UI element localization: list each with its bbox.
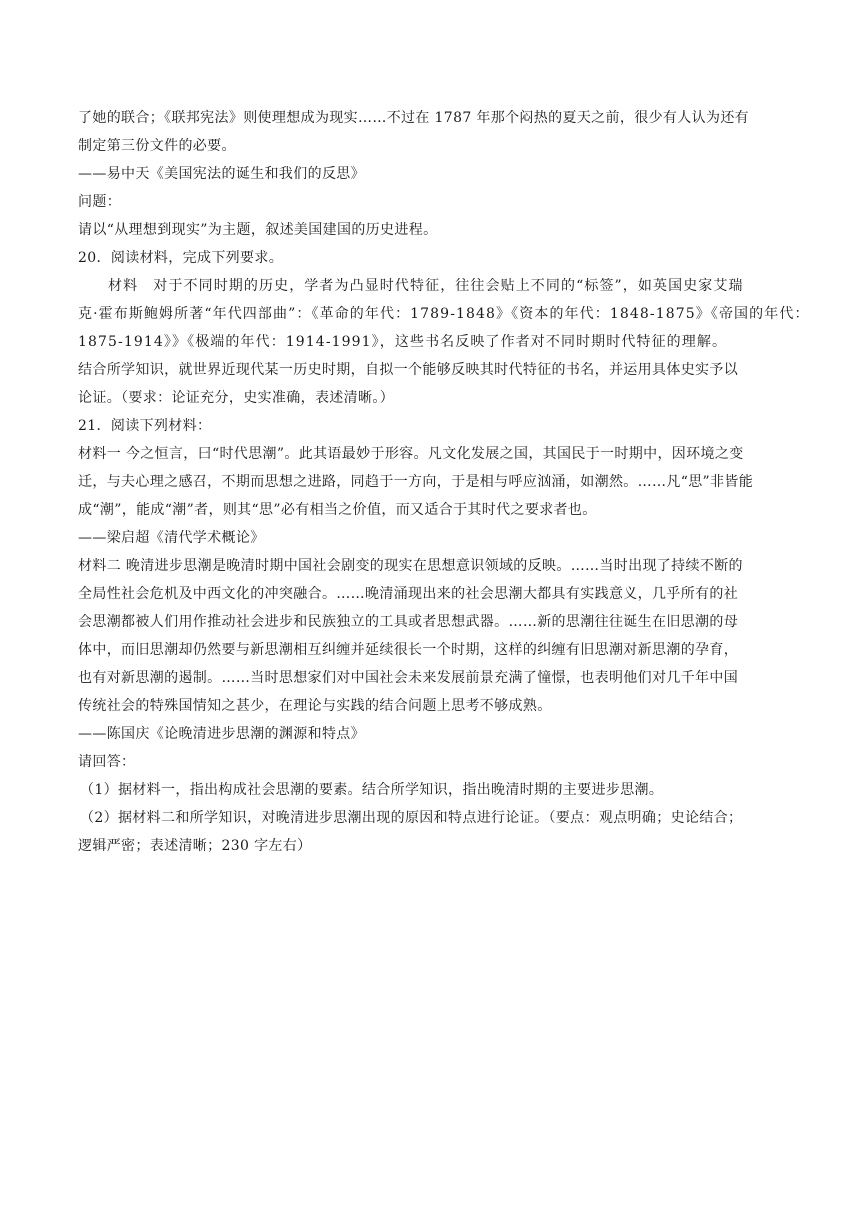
- q21-answer-prompt: 请回答：: [78, 754, 136, 770]
- q21-material1-source: ——梁启超《清代学术概论》: [78, 530, 265, 546]
- q21-heading: 21．阅读下列材料：: [78, 418, 212, 434]
- document-page: [78, 104, 810, 860]
- q21-material1-line-2: 迁，与夫心理之感召，不期而思想之进路，同趋于一方向，于是相与呼应汹涌，如潮然。……凡“思”非皆能: [78, 474, 754, 490]
- q19-question: 请以“从理想到现实”为主题，叙述美国建国的历史进程。: [78, 222, 438, 238]
- q21-material1-line-1: 材料一 今之恒言，曰“时代思潮”。此其语最妙于形容。凡文化发展之国，其国民于一时期中，因环境之变: [78, 446, 744, 462]
- q20-material-line-2: 克·霍布斯鲍姆所著“年代四部曲”：《革命的年代：1789-1848》《资本的年代：1848-1875》《帝国的年代：: [78, 306, 810, 322]
- q21-material2-source: ——陈国庆《论晚清进步思潮的渊源和特点》: [78, 726, 365, 742]
- q21-material2-line-3: 会思潮都被人们用作推动社会进步和民族独立的工具或者思想武器。……新的思潮往往诞生在旧思潮的母: [78, 614, 739, 630]
- q21-subquestion-2-line-1: （2）据材料二和所学知识，对晚清进步思潮出现的原因和特点进行论证。（要点：观点明确；史论结合；: [80, 810, 743, 826]
- q20-material-line-1: 材料 对于不同时期的历史，学者为凸显时代特征，往往会贴上不同的“标签”，如英国史家艾瑞: [108, 278, 744, 294]
- q21-material2-line-4: 体中，而旧思潮却仍然要与新思潮相互纠缠并延续很长一个时期，这样的纠缠有旧思潮对新思潮的孕育，: [78, 642, 739, 658]
- q20-heading: 20．阅读材料，完成下列要求。: [78, 250, 284, 266]
- q21-material2-line-6: 传统社会的特殊国情知之甚少，在理论与实践的结合问题上思考不够成熟。: [78, 698, 552, 714]
- q21-material1-line-3: 成“潮”，能成“潮”者，则其“思”必有相当之价值，而又适合于其时代之要求者也。: [78, 502, 597, 518]
- q20-task-line-1: 结合所学知识，就世界近现代某一历史时期，自拟一个能够反映其时代特征的书名，并运用具体史实予以: [78, 362, 739, 378]
- q19-paragraph-line-1: 了她的联合；《联邦宪法》则使理想成为现实……不过在 1787 年那个闷热的夏天之前，很少有人认为还有: [78, 110, 750, 126]
- q19-source: ——易中天《美国宪法的诞生和我们的反思》: [78, 166, 365, 182]
- q19-question-label: 问题：: [78, 194, 122, 210]
- q19-paragraph-line-2: 制定第三份文件的必要。: [78, 138, 236, 154]
- q21-subquestion-1: （1）据材料一，指出构成社会思潮的要素。结合所学知识，指出晚清时期的主要进步思潮。: [80, 782, 664, 798]
- q20-task-line-2: 论证。（要求：论证充分，史实准确，表述清晰。）: [78, 390, 395, 406]
- q21-subquestion-2-line-2: 逻辑严密；表述清晰；230 字左右）: [78, 838, 312, 854]
- q21-material2-line-2: 全局性社会危机及中西文化的冲突融合。……晚清涌现出来的社会思潮大都具有实践意义，几乎所有的社: [78, 586, 739, 602]
- q21-material2-line-5: 也有对新思潮的遏制。……当时思想家们对中国社会未来发展前景充满了憧憬，也表明他们对几千年中国: [78, 670, 739, 686]
- q21-material2-line-1: 材料二 晚清进步思潮是晚清时期中国社会剧变的现实在思想意识领域的反映。……当时出现了持续不断的: [78, 558, 743, 574]
- q20-material-line-3: 1875-1914》》《极端的年代：1914-1991》，这些书名反映了作者对不同时期时代特征的理解。: [78, 334, 728, 350]
